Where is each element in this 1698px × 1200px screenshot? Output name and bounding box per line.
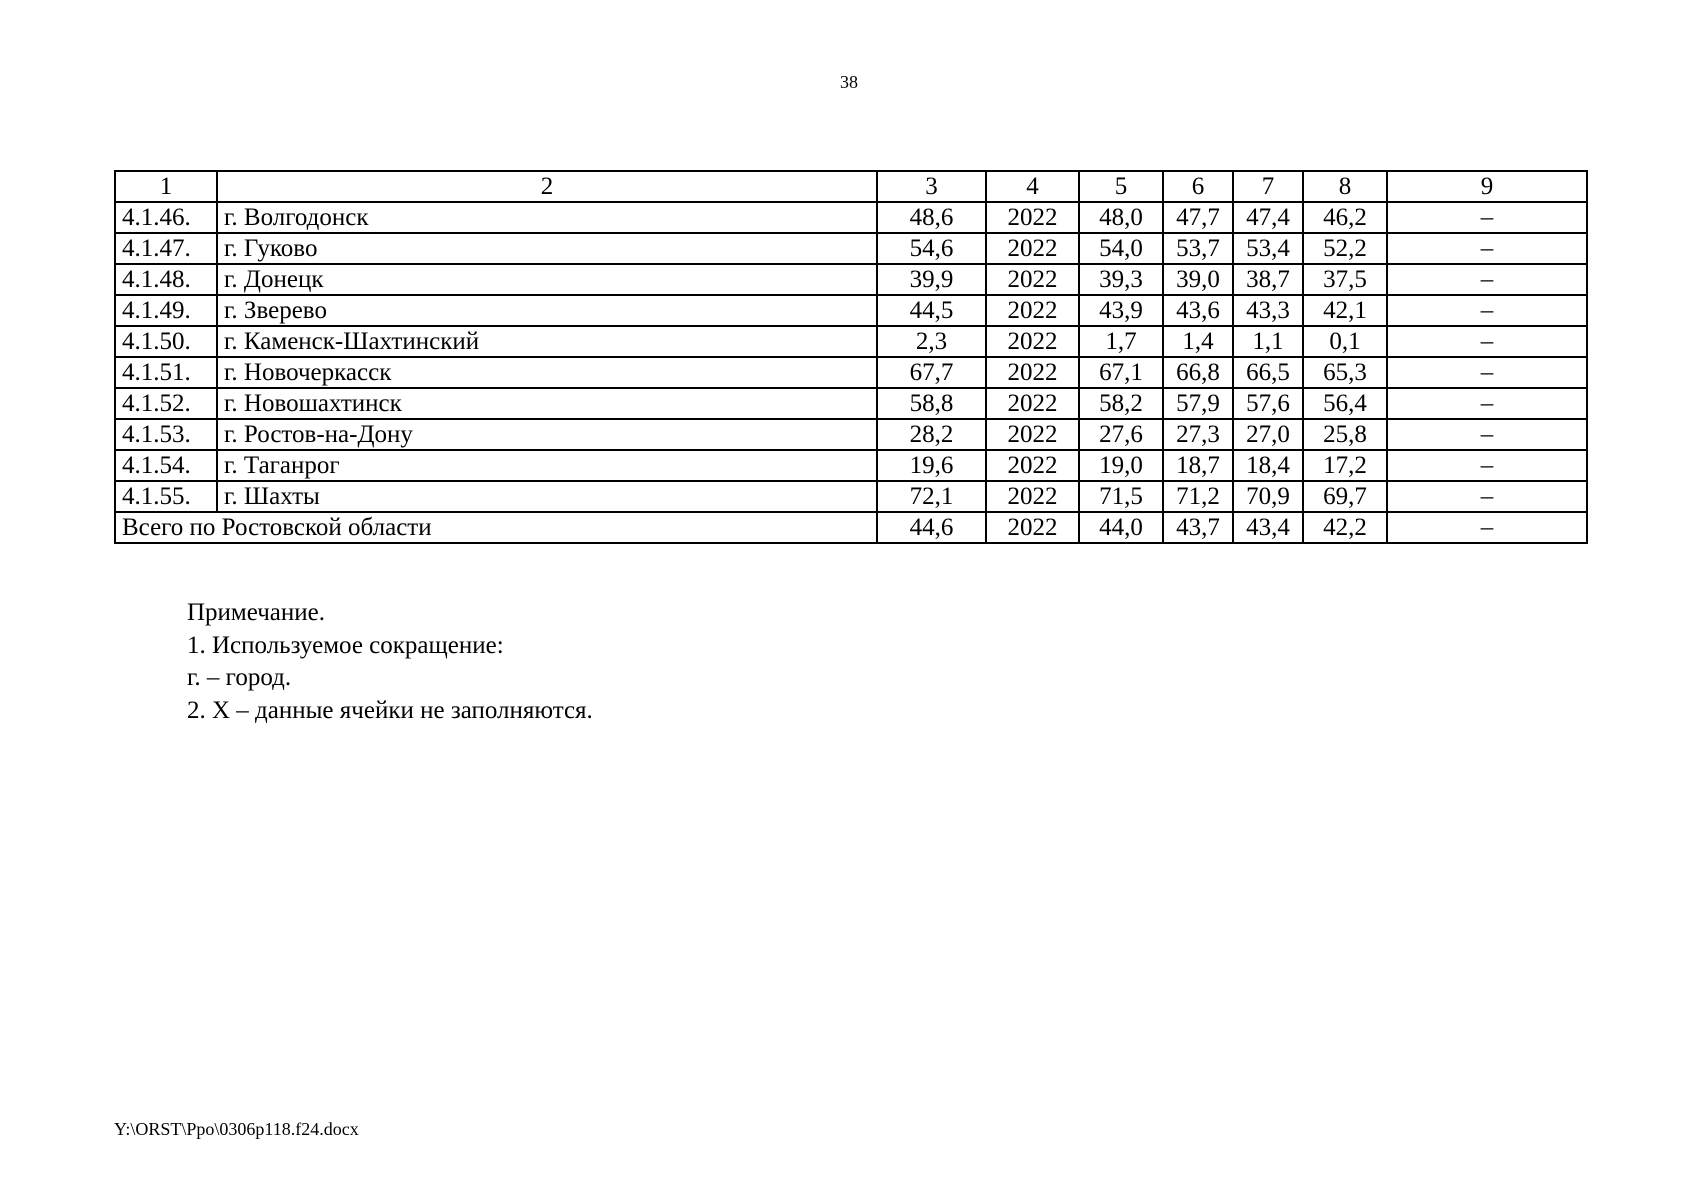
value-cell: 67,1 [1079,357,1163,388]
total-cell: 42,2 [1303,512,1387,543]
row-number-cell: 4.1.47. [115,233,217,264]
city-name-cell: г. Шахты [217,481,877,512]
total-cell: – [1387,512,1587,543]
notes [187,597,593,727]
header-row [115,171,1587,202]
year-cell: 2022 [986,202,1079,233]
city-name-cell: г. Таганрог [217,450,877,481]
total-label: Всего по Ростовской области [115,512,877,543]
value-cell: 71,5 [1079,481,1163,512]
value-cell: 27,3 [1163,419,1233,450]
value-cell: 47,4 [1233,202,1303,233]
row-number-cell: 4.1.52. [115,388,217,419]
year-cell: 2022 [986,450,1079,481]
column-header: 2 [217,171,877,202]
value-cell: 58,2 [1079,388,1163,419]
value-cell: 43,6 [1163,295,1233,326]
city-name-cell: г. Новошахтинск [217,388,877,419]
value-cell: 1,4 [1163,326,1233,357]
value-cell: 38,7 [1233,264,1303,295]
row-number-cell: 4.1.55. [115,481,217,512]
city-name-cell: г. Гуково [217,233,877,264]
row-number-cell: 4.1.50. [115,326,217,357]
value-cell: – [1387,357,1587,388]
column-header: 6 [1163,171,1233,202]
value-cell: 57,9 [1163,388,1233,419]
table-row [115,419,1587,450]
value-cell: 70,9 [1233,481,1303,512]
row-number-cell: 4.1.53. [115,419,217,450]
city-name-cell: г. Каменск-Шахтинский [217,326,877,357]
city-name-cell: г. Новочеркасск [217,357,877,388]
value-cell: 18,7 [1163,450,1233,481]
value-cell: 52,2 [1303,233,1387,264]
note-line: 2. Х – данные ячейки не заполняются. [187,696,593,724]
value-cell: 53,7 [1163,233,1233,264]
value-cell: 19,6 [877,450,986,481]
row-number-cell: 4.1.46. [115,202,217,233]
row-number-cell: 4.1.49. [115,295,217,326]
value-cell: 0,1 [1303,326,1387,357]
row-number-cell: 4.1.51. [115,357,217,388]
value-cell: 53,4 [1233,233,1303,264]
year-cell: 2022 [986,357,1079,388]
value-cell: 54,0 [1079,233,1163,264]
value-cell: – [1387,326,1587,357]
value-cell: 48,0 [1079,202,1163,233]
year-cell: 2022 [986,264,1079,295]
year-cell: 2022 [986,233,1079,264]
column-header: 5 [1079,171,1163,202]
value-cell: 27,6 [1079,419,1163,450]
city-name-cell: г. Донецк [217,264,877,295]
value-cell: 66,8 [1163,357,1233,388]
table-row [115,233,1587,264]
column-header: 9 [1387,171,1587,202]
value-cell: 72,1 [877,481,986,512]
column-header: 4 [986,171,1079,202]
page-number: 38 [840,72,858,92]
value-cell: 37,5 [1303,264,1387,295]
value-cell: – [1387,450,1587,481]
value-cell: 1,7 [1079,326,1163,357]
value-cell: 71,2 [1163,481,1233,512]
data-table [114,170,1588,544]
value-cell: 1,1 [1233,326,1303,357]
value-cell: 39,0 [1163,264,1233,295]
value-cell: 58,8 [877,388,986,419]
value-cell: – [1387,481,1587,512]
note-heading: Примечание. [187,599,326,626]
city-name-cell: г. Зверево [217,295,877,326]
table-row [115,295,1587,326]
value-cell: 65,3 [1303,357,1387,388]
value-cell: 27,0 [1233,419,1303,450]
row-number-cell: 4.1.54. [115,450,217,481]
total-cell: 44,0 [1079,512,1163,543]
column-header: 1 [115,171,217,202]
value-cell: – [1387,295,1587,326]
city-name-cell: г. Ростов-на-Дону [217,419,877,450]
value-cell: – [1387,264,1587,295]
footer-file-path: Y:\ORST\Ppo\0306p118.f24.docx [114,1119,359,1139]
table-row [115,202,1587,233]
note-line: г. – город. [187,664,292,691]
value-cell: 25,8 [1303,419,1387,450]
value-cell: 28,2 [877,419,986,450]
table-row [115,450,1587,481]
column-header: 8 [1303,171,1387,202]
value-cell: 69,7 [1303,481,1387,512]
value-cell: – [1387,419,1587,450]
note-line: 1. Используемое сокращение: [187,631,504,659]
value-cell: 39,3 [1079,264,1163,295]
table-row [115,357,1587,388]
table-row [115,388,1587,419]
value-cell: 54,6 [877,233,986,264]
city-name-cell: г. Волгодонск [217,202,877,233]
row-number-cell: 4.1.48. [115,264,217,295]
value-cell: 46,2 [1303,202,1387,233]
value-cell: 43,9 [1079,295,1163,326]
value-cell: 47,7 [1163,202,1233,233]
column-header: 7 [1233,171,1303,202]
value-cell: 48,6 [877,202,986,233]
year-cell: 2022 [986,388,1079,419]
value-cell: 18,4 [1233,450,1303,481]
table-row [115,326,1587,357]
total-row [115,512,1587,543]
value-cell: 42,1 [1303,295,1387,326]
value-cell: 56,4 [1303,388,1387,419]
year-cell: 2022 [986,419,1079,450]
value-cell: 17,2 [1303,450,1387,481]
value-cell: 67,7 [877,357,986,388]
total-cell: 43,4 [1233,512,1303,543]
value-cell: 66,5 [1233,357,1303,388]
value-cell: 44,5 [877,295,986,326]
total-cell: 44,6 [877,512,986,543]
value-cell: – [1387,233,1587,264]
value-cell: – [1387,202,1587,233]
year-cell: 2022 [986,326,1079,357]
value-cell: 39,9 [877,264,986,295]
value-cell: – [1387,388,1587,419]
value-cell: 19,0 [1079,450,1163,481]
year-cell: 2022 [986,295,1079,326]
year-cell: 2022 [986,481,1079,512]
table-row [115,481,1587,512]
table-row [115,264,1587,295]
value-cell: 43,3 [1233,295,1303,326]
column-header: 3 [877,171,986,202]
total-cell: 2022 [986,512,1079,543]
value-cell: 57,6 [1233,388,1303,419]
value-cell: 2,3 [877,326,986,357]
total-cell: 43,7 [1163,512,1233,543]
